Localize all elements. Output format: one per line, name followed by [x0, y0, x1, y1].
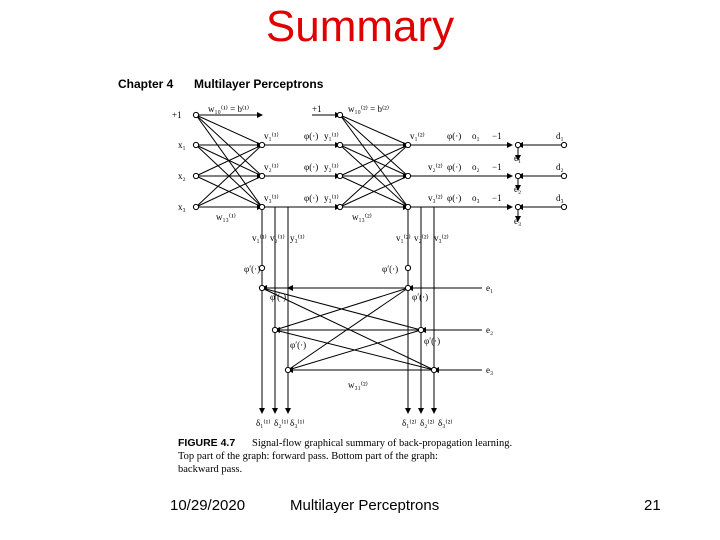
phiprime-label-5: φ′(·): [412, 292, 429, 302]
e2-label: e₂: [514, 184, 522, 194]
y1-label: y₁⁽¹⁾: [324, 131, 339, 141]
minus1-label-1: −1: [492, 131, 502, 141]
weight-w10-2-label: w₁₀⁽²⁾ = b⁽²⁾: [348, 104, 390, 114]
e3-label: e₃: [514, 216, 522, 226]
v1-drop-label: v₁⁽¹⁾: [252, 233, 267, 243]
chapter-label: Chapter 4: [118, 77, 174, 91]
phiprime-label-6: φ′(·): [424, 336, 441, 346]
signal-flow-figure: [112, 68, 582, 480]
y3-label: y₃⁽¹⁾: [324, 193, 339, 203]
delta2-2-label: δ₂⁽²⁾: [420, 418, 435, 428]
bias-label-1: +1: [172, 110, 182, 120]
backward-pass-graph: [262, 268, 482, 370]
e1-label: e₁: [514, 153, 522, 163]
phiprime-label-1: φ′(·): [244, 264, 261, 274]
weight-w13-label: w₁₃⁽¹⁾: [216, 212, 236, 222]
caption-line-2: Top part of the graph: forward pass. Bottom part of the graph:: [178, 451, 438, 462]
delta1-label: δ₁⁽¹⁾: [256, 418, 271, 428]
o1-label: o₁: [472, 131, 480, 141]
caption-line-1: Signal-flow graphical summary of back-propagation learning.: [252, 438, 513, 449]
input-x2: x₂: [178, 171, 186, 181]
e2-back-label: e₂: [486, 325, 494, 335]
input-x1: x₁: [178, 140, 186, 150]
phi-label-1: φ(·): [304, 131, 319, 141]
v3-label: v₃⁽¹⁾: [264, 193, 279, 203]
caption-line-3: backward pass.: [178, 464, 243, 475]
o2-label: o₂: [472, 162, 480, 172]
footer-date: 10/29/2020: [170, 497, 246, 514]
delta3-label: δ₃⁽¹⁾: [290, 418, 305, 428]
v3-2-label: v₃⁽²⁾: [428, 193, 443, 203]
phiprime-label-3: φ′(·): [290, 340, 307, 350]
page-number: 21: [644, 497, 661, 514]
input-x3: x₃: [178, 202, 186, 212]
weight-w10-label: w₁₀⁽¹⁾ = b⁽¹⁾: [208, 104, 250, 114]
e1-back-label: e₁: [486, 283, 494, 293]
minus1-label-3: −1: [492, 193, 502, 203]
bias-label-2: +1: [312, 104, 322, 114]
v3-2-drop-label: v₃⁽²⁾: [434, 233, 449, 243]
caption-label: FIGURE 4.7: [178, 437, 236, 449]
phi-label-3: φ(·): [304, 193, 319, 203]
v2-2-label: v₂⁽²⁾: [428, 162, 443, 172]
v2-2-drop-label: v₂⁽²⁾: [414, 233, 429, 243]
delta3-2-label: δ₃⁽²⁾: [438, 418, 453, 428]
footer-title: Multilayer Perceptrons: [290, 497, 440, 514]
e3-back-label: e₃: [486, 365, 494, 375]
y3-drop-label: y₃⁽¹⁾: [290, 233, 305, 243]
v1-label: v₁⁽¹⁾: [264, 131, 279, 141]
weight-w13-2-label: w₁₃⁽²⁾: [352, 212, 372, 222]
delta2-label: δ₂⁽¹⁾: [274, 418, 289, 428]
phiprime-label-2: φ′(·): [270, 292, 287, 302]
chapter-title: Multilayer Perceptrons: [194, 77, 324, 91]
v1-2-drop-label: v₁⁽²⁾: [396, 233, 411, 243]
delta1-2-label: δ₁⁽²⁾: [402, 418, 417, 428]
phi-out-2: φ(·): [447, 162, 462, 172]
weight-w31-2-label: w₃₁⁽²⁾: [348, 380, 368, 390]
v1-2-label: v₁⁽²⁾: [410, 131, 425, 141]
phiprime-label-4: φ′(·): [382, 264, 399, 274]
v2-label: v₂⁽¹⁾: [264, 162, 279, 172]
backward-nodes: [259, 265, 436, 372]
d2-label: d₂: [556, 162, 564, 172]
v2-drop-label: v₂⁽¹⁾: [270, 233, 285, 243]
phi-label-2: φ(·): [304, 162, 319, 172]
slide-title: Summary: [265, 2, 455, 51]
minus1-label-2: −1: [492, 162, 502, 172]
y2-label: y₂⁽¹⁾: [324, 162, 339, 172]
d1-label: d₁: [556, 131, 564, 141]
phi-out-1: φ(·): [447, 131, 462, 141]
o3-label: o₃: [472, 193, 480, 203]
phi-out-3: φ(·): [447, 193, 462, 203]
d3-label: d₃: [556, 193, 564, 203]
